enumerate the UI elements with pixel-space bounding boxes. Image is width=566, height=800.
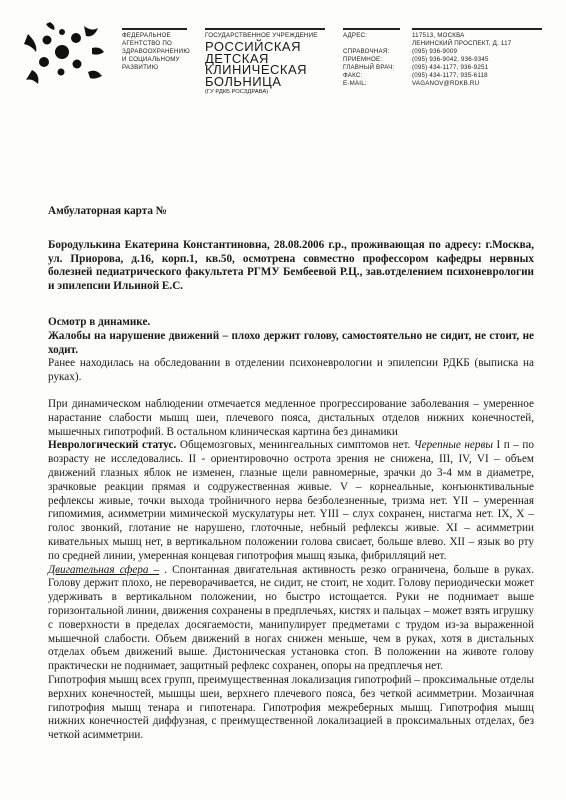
motor-paragraph: Двигательная сфера – . Спонтанная двигательная активность резко ограничена, больше в руках. Голову держит плохо, не переворачивается, не сидит, не стоит, не ходит. Голову периодически может удерживать в вертикальном положении, но быстро истощается. Руки не поднимает выше горизонтальной линии, движения сохранены в предплечьях, кистях и пальцах – может взять игрушку с поверхности в пределах досягаемости, манипулирует предметами с трудом из-за выраженной мышечной слабости. Объем движений в ногах снижен меньше, чем в руках, хотя в дистальных отделах объем движений выше. Дистоническая установка стоп. В положении на животе голову практически не поднимает, защитный рефлекс сохранен, опоры на предплечья нет.	[48, 563, 534, 673]
hypotrophy-paragraph: Гипотрофия мышц всех групп, преимущественная локализация гипотрофий – проксимальные отделы верхних конечностей, мышцы шеи, верхнего плечевого пояса, без четкой асимметрии. Мозаичная гипотрофия мышц тенара и гипотенара. Гипотрофия межреберных мышц. Гипотрофия мышц нижних конечностей диффузная, с преимущественной локализацией в проксимальных отделах, без четкой асимметрии.	[48, 673, 534, 742]
motor-label: Двигательная сфера –	[48, 563, 160, 576]
patient-intro: Бородулькина Екатерина Константиновна, 28.08.2006 г.р., проживающая по адресу: г.Москва, ул. Приорова, д.16, корп.1, кв.50, осмотрена совместно профессором кафедры нервных болезней педиатрического факультета РГМУ Бембеевой Р.Ц., зав.отделением психоневрологии и эпилепсии Ильиной Е.С.	[48, 238, 534, 293]
document-body	[48, 205, 534, 743]
complaints: Жалобы на нарушение движений – плохо держит голову, самостоятельно не сидит, не стоит, не ходит.	[48, 329, 534, 356]
agency-name: ФЕДЕРАЛЬНОЕ АГЕНТСТВО ПО ЗДРАВООХРАНЕНИЮ И СОЦИАЛЬНОМУ РАЗВИТИЮ	[122, 32, 190, 71]
cranial-nerves-label: Черепные нервы	[413, 439, 493, 452]
hospital-abbreviation: (ГУ РДКБ РОСЗДРАВА)	[205, 89, 269, 95]
card-title: Амбулаторная карта №	[48, 205, 168, 217]
contact-labels: АДРЕС: СПРАВОЧНАЯ: ПРИЕМНОЕ: ГЛАВНЫЙ ВРАЧ: ФАКС: E-MAIL:	[343, 32, 395, 87]
contact-values: 117513, МОСКВА ЛЕНИНСКИЙ ПРОСПЕКТ, Д. 117 (095) 936-9009 (095) 936-9042, 936-9345 (095) 434-1177, 936-9251 (095) 434-1177, 935-6118 VAGANOV@RDKB.RU	[412, 32, 512, 87]
hospital-name: РОССИЙСКАЯ ДЕТСКАЯ КЛИНИЧЕСКАЯ БОЛЬНИЦА	[205, 39, 308, 89]
previous-stay: Ранее находилась на обследовании в отделении психоневрологии и эпилепсии РДКБ (выписка на руках).	[48, 357, 534, 384]
neuro-status-label: Неврологический статус.	[48, 439, 177, 452]
letterhead	[0, 0, 566, 95]
dynamics-paragraph: При динамическом наблюдении отмечается медленное прогрессирование заболевания – умеренное нарастание слабости мышц шеи, плечевого пояса, дистальных отделов нижних конечностей, мышечных гипотрофий. В остальном клиническая картина без динамики Неврологический статус. Общемозговых, менингеальных симптомов нет. Черепные нервы I п – по возрасту не исследовались. II - ориентировочно острота зрения не снижена, III, IV, VI – объем движений глазных яблок не изменен, глазные щели равномерные, зрачки до 3-4 мм в диаметре, зрачковые реакции прямая и содружественная живые. V – корнеальные, конъюнктивальные рефлексы живые, точки выхода тройничного нерва безболезненные, тризма нет. YII – умеренная гипомимия, асимметрии мимической мускулатуры нет. YIII – слух сохранен, нистагма нет. IX, X – голос звонкий, глотание не нарушено, глоточные, небный рефлексы живые. XI – асимметрии кивательных мышц нет, в вертикальном положении голова свисает, больше влево. XII – язык во рту по средней линии, умеренная концевая гипотрофия мышц языка, фибрилляций нет.	[48, 397, 535, 562]
institution-type: ГОСУДАРСТВЕННОЕ УЧРЕЖДЕНИЕ	[205, 32, 318, 39]
exam-heading: Осмотр в динамике.	[48, 315, 151, 328]
hospital-logo-icon	[14, 18, 114, 88]
